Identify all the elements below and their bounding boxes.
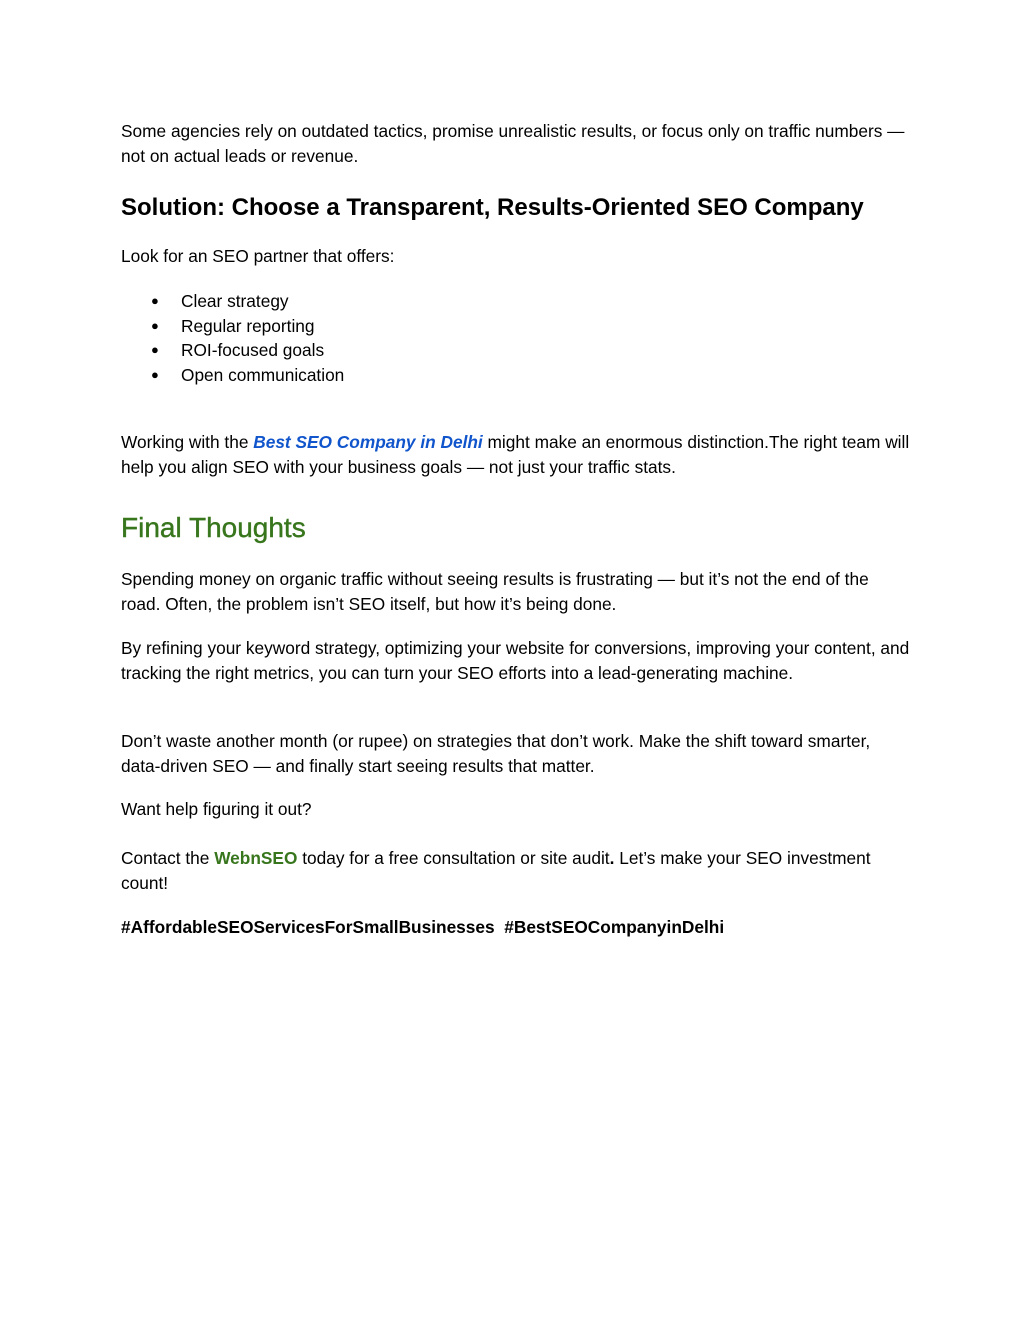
- spending-paragraph: Spending money on organic traffic without seeing results is frustrating — but it’s not the end of the road. Often, the problem isn’t SEO itself, but how it’s being done.: [121, 569, 869, 614]
- webnseo-brand: WebnSEO: [214, 848, 298, 868]
- bullet-icon: ●: [151, 366, 159, 382]
- best-seo-company-link[interactable]: Best SEO Company in Delhi: [253, 432, 483, 452]
- look-for-text: Look for an SEO partner that offers:: [121, 246, 395, 266]
- offers-bullet-list: [121, 289, 344, 387]
- contact-bold-period: .: [609, 848, 615, 868]
- bullet-text: Clear strategy: [181, 291, 289, 311]
- working-text-start: Working with the: [121, 432, 254, 452]
- contact-paragraph: [121, 846, 911, 895]
- list-item: [121, 314, 344, 339]
- bullet-icon: ●: [151, 293, 159, 308]
- contact-text-start: Contact the: [121, 848, 215, 868]
- bullet-icon: ●: [151, 317, 159, 333]
- working-text-end: might make an enormous distinction.The right team will help you align SEO with your business goals — not just your traffic stats.: [121, 432, 910, 477]
- contact-text-end: Let’s make your SEO investment count!: [121, 848, 871, 893]
- refining-paragraph: By refining your keyword strategy, optimizing your website for conversions, improving your content, and tracking the right metrics, you can turn your SEO efforts into a lead-generating machine.: [121, 638, 910, 683]
- bullet-icon: ●: [151, 342, 159, 357]
- solution-heading: Solution: Choose a Transparent, Results-Oriented SEO Company: [121, 194, 864, 221]
- dont-waste-paragraph: Don’t waste another month (or rupee) on strategies that don’t work. Make the shift toward smarter, data-driven SEO — and finally start seeing results that matter.: [121, 731, 871, 776]
- list-item: [121, 363, 344, 388]
- final-thoughts-heading: Final Thoughts: [121, 512, 306, 543]
- bullet-text: Open communication: [181, 364, 345, 385]
- working-paragraph: [121, 430, 911, 479]
- list-item: [121, 289, 344, 314]
- contact-text-middle: today for a free consultation or site audit: [297, 848, 610, 868]
- list-item: [121, 338, 344, 363]
- bullet-text: Regular reporting: [181, 315, 315, 336]
- want-help-text: Want help figuring it out?: [121, 799, 312, 819]
- hashtags: #AffordableSEOServicesForSmallBusinesses #BestSEOCompanyinDelhi: [121, 917, 725, 937]
- bullet-text: ROI-focused goals: [181, 340, 325, 360]
- intro-paragraph: Some agencies rely on outdated tactics, promise unrealistic results, or focus only on traffic numbers — not on actual leads or revenue.: [121, 121, 905, 166]
